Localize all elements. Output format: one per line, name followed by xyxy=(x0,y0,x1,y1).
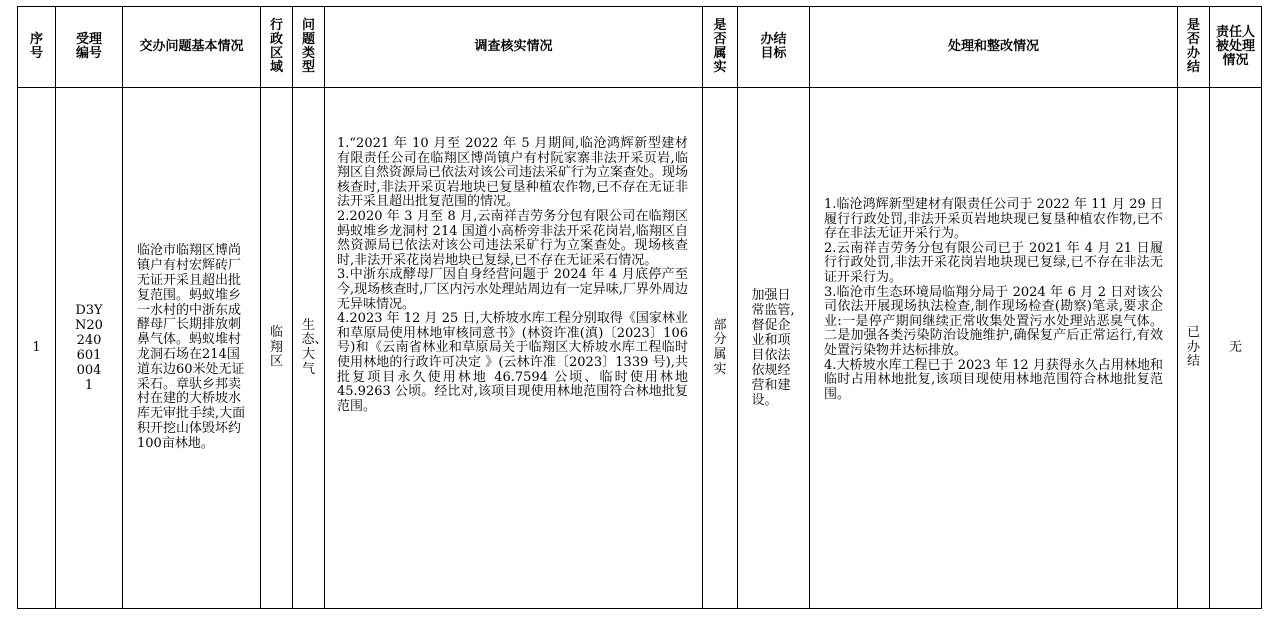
header-is-fact: 是否属实 xyxy=(703,7,738,88)
cell-responsible: 无 xyxy=(1210,88,1262,609)
header-responsible: 责任人被处理情况 xyxy=(1210,7,1262,88)
cell-investigation: 1.“2021 年 10 月至 2022 年 5 月期间,临沧鸿辉新型建材有限责任公司在临翔区博尚镇户有村阮家寨非法开采页岩,临翔区自然资源局已依法对该公司违法采矿行为立案查处。现场核查时,非法开采页岩地块已复垦种植农作物,已不存在无证非法开采且超出批复范围的情况。 2.2020 年 3 月至 8 月,云南祥吉劳务分包有限公司在临翔区蚂蚁堆乡龙洞村 214 国道小高桥旁非法开采花岗岩,临翔区自然资源局已依法对该公司违法采矿行为立案查处。现场核查时,非法开采花岗岩地块已复绿,已不存在无证采石情况。 3.中浙东成酵母厂因自身经营问题于 2024 年 4 月底停产至今,现场核查时,厂区内污水处理站周边有一定异味,厂界外周边无异味情况。 4.2023 年 12 月 25 日,大桥坡水库工程分别取得《国家林业和草原局使用林地审核同意书》(林资许准(滇)〔2023〕106 号)和《云南省林业和草原局关于临翔区大桥坡水库工程临时使用林地的行政许可决定 》(云林许准〔2023〕1339 号),共批复项目永久使用林地 46.7594 公顷、临时使用林地 45.9263 公顷。经比对,该项目现使用林地范围符合林地批复范围。 xyxy=(325,88,703,609)
cell-goal: 加强日常监管,督促企业和项目依法依规经营和建设。 xyxy=(738,88,810,609)
cell-area: 临翔区 xyxy=(261,88,293,609)
table-row xyxy=(18,88,1262,609)
cell-is-fact: 部分属实 xyxy=(703,88,738,609)
header-seq: 序号 xyxy=(18,7,56,88)
cell-basic: 临沧市临翔区博尚镇户有村宏辉砖厂无证开采且超出批复范围。蚂蚁堆乡一水村的中浙东成酵母厂长期排放刺鼻气体。蚂蚁堆村龙洞石场在214国道东边60米处无证采石。章驮乡邦卖村在建的大桥坡水库无审批手续,大面积开挖山体毁坏约100亩林地。 xyxy=(123,88,261,609)
header-rectification: 处理和整改情况 xyxy=(810,7,1178,88)
header-row xyxy=(18,7,1262,88)
cell-case-no: D3YN202406010041 xyxy=(56,88,123,609)
cell-seq: 1 xyxy=(18,88,56,609)
header-type: 问题类型 xyxy=(293,7,325,88)
case-table xyxy=(17,6,1262,609)
cell-rectification: 1.临沧鸿辉新型建材有限责任公司于 2022 年 11 月 29 日履行行政处罚,非法开采页岩地块现已复垦种植农作物,已不存在非法无证开采行为。 2.云南祥吉劳务分包有限公司已于 2021 年 4 月 21 日履行行政处罚,非法开采花岗岩地块现已复绿,已不存在非法无证开采行为。 3.临沧市生态环境局临翔分局于 2024 年 6 月 2 日对该公司依法开展现场执法检查,制作现场检查(勘察)笔录,要求企业:一是停产期间继续正常收集处置污水处理站恶臭气体。二是加强各类污染防治设施维护,确保复产后正常运行,有效处置污染物并达标排放。 4.大桥坡水库工程已于 2023 年 12 月获得永久占用林地和临时占用林地批复,该项目现使用林地范围符合林地批复范围。 xyxy=(810,88,1178,609)
header-is-done: 是否办结 xyxy=(1178,7,1210,88)
header-case-no: 受理编号 xyxy=(56,7,123,88)
header-basic: 交办问题基本情况 xyxy=(123,7,261,88)
cell-type: 生态、大气 xyxy=(293,88,325,609)
cell-is-done: 已办结 xyxy=(1178,88,1210,609)
header-goal: 办结目标 xyxy=(738,7,810,88)
header-investigation: 调查核实情况 xyxy=(325,7,703,88)
header-area: 行政区域 xyxy=(261,7,293,88)
